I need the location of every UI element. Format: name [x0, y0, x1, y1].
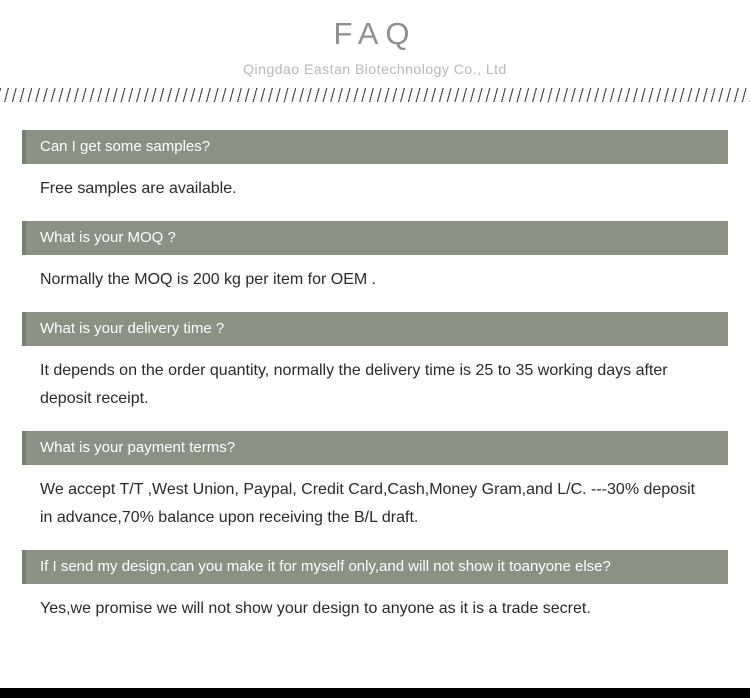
- faq-item: [22, 431, 728, 532]
- question-bar: [22, 130, 728, 164]
- faq-item: [22, 130, 728, 203]
- page-title: FAQ: [333, 16, 417, 51]
- faq-item: [22, 550, 728, 623]
- answer-text: We accept T/T ,West Union, Paypal, Credit Card,Cash,Money Gram,and L/C. ---30% deposit in advance,70% balance upon receiving the B/L draft.: [40, 481, 696, 527]
- question-label: Can I get some samples?: [40, 138, 211, 156]
- question-label: What is your MOQ ?: [40, 229, 176, 247]
- answer-text: Normally the MOQ is 200 kg per item for OEM .: [40, 271, 377, 289]
- question-label: What is your payment terms?: [40, 439, 236, 457]
- faq-item: [22, 312, 728, 413]
- answer-text: It depends on the order quantity, normally the delivery time is 25 to 35 working days after deposit receipt.: [40, 362, 668, 408]
- question-label: If I send my design,can you make it for myself only,and will not show it toanyone else?: [40, 558, 611, 576]
- question-label: What is your delivery time ?: [40, 320, 225, 338]
- question-bar: [22, 431, 728, 465]
- question-bar: [22, 221, 728, 255]
- faq-item: [22, 221, 728, 294]
- answer-text: Yes,we promise we will not show your design to anyone as it is a trade secret.: [40, 600, 591, 618]
- slash-divider-decoration: [0, 88, 750, 102]
- question-bar: [22, 312, 728, 346]
- question-bar: [22, 550, 728, 584]
- bottom-bar-decoration: [0, 688, 750, 698]
- faq-section: [22, 130, 728, 623]
- company-subtitle: Qingdao Eastan Biotechnology Co., Ltd: [243, 61, 507, 78]
- answer-text: Free samples are available.: [40, 180, 237, 198]
